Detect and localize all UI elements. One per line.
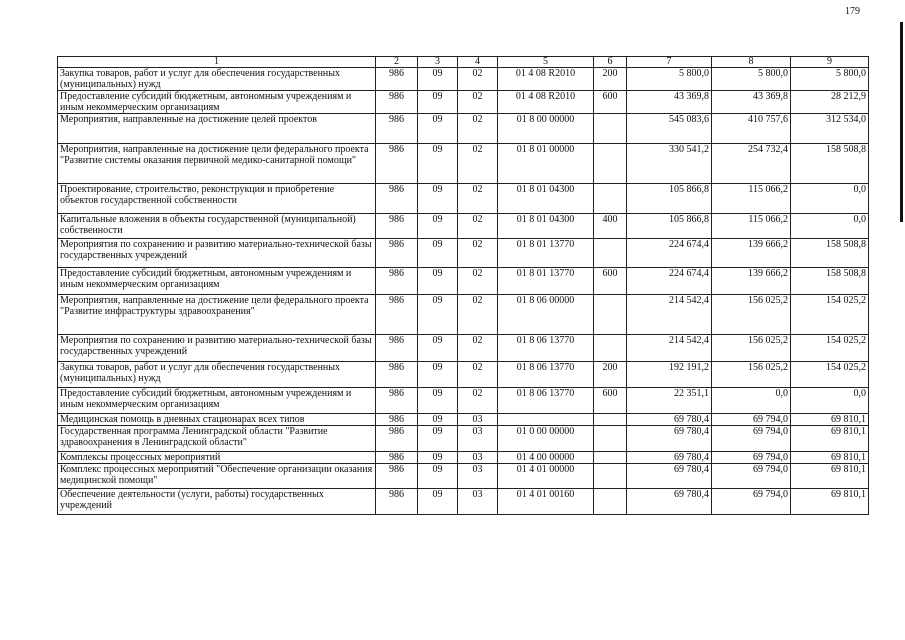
row-vr-cell [594,184,627,214]
row-value-cell: 22 351,1 [627,388,712,414]
row-name-cell: Мероприятия, направленные на достижение цели федерального проекта "Развитие инфраструктуры здравоохранения" [58,295,376,335]
row-value-cell: 105 866,8 [627,214,712,239]
row-pr-cell: 02 [458,239,498,268]
row-name-cell: Комплекс процессных мероприятий "Обеспечение организации оказания медицинской помощи" [58,464,376,489]
row-rz-cell: 09 [418,295,458,335]
table-row [58,452,869,464]
row-csr-cell: 01 8 06 00000 [498,295,594,335]
table-row [58,239,869,268]
row-csr-cell: 01 4 08 R2010 [498,68,594,91]
row-grbs-cell: 986 [376,426,418,452]
row-pr-cell: 02 [458,335,498,362]
row-value-cell: 69 780,4 [627,489,712,515]
row-value-cell: 158 508,8 [791,239,869,268]
row-value-cell: 69 780,4 [627,464,712,489]
header-cell: 1 [58,57,376,68]
table-row [58,144,869,184]
row-value-cell: 69 810,1 [791,489,869,515]
table-body [58,68,869,515]
row-pr-cell: 02 [458,68,498,91]
row-grbs-cell: 986 [376,464,418,489]
row-value-cell: 69 810,1 [791,452,869,464]
table-row [58,295,869,335]
row-value-cell: 69 794,0 [712,414,791,426]
row-value-cell: 0,0 [791,214,869,239]
row-csr-cell [498,414,594,426]
row-vr-cell [594,489,627,515]
row-pr-cell: 03 [458,414,498,426]
row-name-cell: Мероприятия, направленные на достижение цели федерального проекта "Развитие системы оказания первичной медико-санитарной помощи" [58,144,376,184]
row-value-cell: 192 191,2 [627,362,712,388]
row-name-cell: Предоставление субсидий бюджетным, автономным учреждениям и иным некоммерческим организациям [58,91,376,114]
row-csr-cell: 01 8 06 13770 [498,335,594,362]
header-cell: 5 [498,57,594,68]
row-csr-cell: 01 8 01 04300 [498,214,594,239]
row-csr-cell: 01 8 00 00000 [498,114,594,144]
page-number: 179 [845,6,860,17]
table-row [58,268,869,295]
row-name-cell: Мероприятия, направленные на достижение целей проектов [58,114,376,144]
row-value-cell: 224 674,4 [627,268,712,295]
header-cell: 8 [712,57,791,68]
table-row [58,184,869,214]
row-grbs-cell: 986 [376,114,418,144]
row-value-cell: 156 025,2 [712,362,791,388]
header-cell: 2 [376,57,418,68]
row-csr-cell: 01 4 01 00160 [498,489,594,515]
row-value-cell: 139 666,2 [712,239,791,268]
row-name-cell: Проектирование, строительство, реконструкция и приобретение объектов государственной собственности [58,184,376,214]
row-value-cell: 158 508,8 [791,268,869,295]
table-row [58,68,869,91]
table-row [58,214,869,239]
row-rz-cell: 09 [418,362,458,388]
row-value-cell: 69 780,4 [627,426,712,452]
row-vr-cell: 600 [594,388,627,414]
row-value-cell: 69 794,0 [712,426,791,452]
table-row [58,335,869,362]
table-row [58,414,869,426]
row-rz-cell: 09 [418,388,458,414]
row-name-cell: Предоставление субсидий бюджетным, автономным учреждениям и иным некоммерческим организациям [58,388,376,414]
row-name-cell: Обеспечение деятельности (услуги, работы) государственных учреждений [58,489,376,515]
row-name-cell: Государственная программа Ленинградской области "Развитие здравоохранения в Ленинградской области" [58,426,376,452]
row-value-cell: 5 800,0 [627,68,712,91]
row-pr-cell: 02 [458,214,498,239]
row-rz-cell: 09 [418,114,458,144]
row-value-cell: 254 732,4 [712,144,791,184]
row-name-cell: Медицинская помощь в дневных стационарах всех типов [58,414,376,426]
row-value-cell: 69 810,1 [791,426,869,452]
row-value-cell: 410 757,6 [712,114,791,144]
row-vr-cell [594,414,627,426]
row-value-cell: 69 780,4 [627,414,712,426]
row-value-cell: 5 800,0 [712,68,791,91]
row-value-cell: 154 025,2 [791,362,869,388]
row-csr-cell: 01 0 00 00000 [498,426,594,452]
row-rz-cell: 09 [418,214,458,239]
row-vr-cell [594,335,627,362]
row-value-cell: 158 508,8 [791,144,869,184]
row-grbs-cell: 986 [376,335,418,362]
row-vr-cell: 400 [594,214,627,239]
row-value-cell: 115 066,2 [712,214,791,239]
row-rz-cell: 09 [418,452,458,464]
row-vr-cell [594,426,627,452]
row-name-cell: Закупка товаров, работ и услуг для обеспечения государственных (муниципальных) нужд [58,68,376,91]
row-grbs-cell: 986 [376,144,418,184]
row-value-cell: 115 066,2 [712,184,791,214]
row-pr-cell: 02 [458,114,498,144]
row-grbs-cell: 986 [376,214,418,239]
row-value-cell: 43 369,8 [712,91,791,114]
row-pr-cell: 03 [458,464,498,489]
table-row [58,426,869,452]
row-rz-cell: 09 [418,68,458,91]
row-value-cell: 0,0 [791,184,869,214]
row-grbs-cell: 986 [376,68,418,91]
page-edge-line [900,22,903,222]
row-pr-cell: 02 [458,268,498,295]
row-rz-cell: 09 [418,414,458,426]
header-cell: 3 [418,57,458,68]
row-value-cell: 545 083,6 [627,114,712,144]
row-pr-cell: 02 [458,362,498,388]
row-grbs-cell: 986 [376,295,418,335]
row-vr-cell: 600 [594,268,627,295]
row-value-cell: 69 794,0 [712,489,791,515]
table-row [58,489,869,515]
row-value-cell: 0,0 [712,388,791,414]
row-name-cell: Капитальные вложения в объекты государственной (муниципальной) собственности [58,214,376,239]
row-value-cell: 43 369,8 [627,91,712,114]
row-csr-cell: 01 8 01 00000 [498,144,594,184]
row-grbs-cell: 986 [376,452,418,464]
row-csr-cell: 01 4 01 00000 [498,464,594,489]
header-cell: 9 [791,57,869,68]
row-value-cell: 69 794,0 [712,452,791,464]
row-value-cell: 156 025,2 [712,295,791,335]
row-grbs-cell: 986 [376,91,418,114]
header-cell: 4 [458,57,498,68]
row-pr-cell: 03 [458,426,498,452]
header-cell: 6 [594,57,627,68]
header-row [58,57,869,68]
row-csr-cell: 01 8 01 04300 [498,184,594,214]
row-name-cell: Предоставление субсидий бюджетным, автономным учреждениям и иным некоммерческим организациям [58,268,376,295]
row-vr-cell: 200 [594,68,627,91]
row-rz-cell: 09 [418,268,458,295]
row-value-cell: 154 025,2 [791,295,869,335]
table-row [58,388,869,414]
row-name-cell: Закупка товаров, работ и услуг для обеспечения государственных (муниципальных) нужд [58,362,376,388]
row-value-cell: 214 542,4 [627,335,712,362]
row-vr-cell [594,464,627,489]
row-value-cell: 224 674,4 [627,239,712,268]
row-pr-cell: 02 [458,295,498,335]
row-value-cell: 156 025,2 [712,335,791,362]
row-csr-cell: 01 8 01 13770 [498,268,594,295]
row-rz-cell: 09 [418,184,458,214]
row-csr-cell: 01 8 06 13770 [498,388,594,414]
row-value-cell: 0,0 [791,388,869,414]
row-name-cell: Комплексы процессных мероприятий [58,452,376,464]
row-grbs-cell: 986 [376,362,418,388]
row-value-cell: 69 810,1 [791,464,869,489]
row-pr-cell: 02 [458,184,498,214]
row-value-cell: 69 794,0 [712,464,791,489]
row-rz-cell: 09 [418,91,458,114]
row-value-cell: 139 666,2 [712,268,791,295]
row-rz-cell: 09 [418,239,458,268]
row-value-cell: 312 534,0 [791,114,869,144]
row-value-cell: 154 025,2 [791,335,869,362]
row-value-cell: 69 810,1 [791,414,869,426]
row-value-cell: 69 780,4 [627,452,712,464]
row-value-cell: 330 541,2 [627,144,712,184]
row-rz-cell: 09 [418,426,458,452]
row-grbs-cell: 986 [376,239,418,268]
row-grbs-cell: 986 [376,184,418,214]
row-vr-cell: 600 [594,91,627,114]
row-grbs-cell: 986 [376,489,418,515]
row-value-cell: 214 542,4 [627,295,712,335]
row-name-cell: Мероприятия по сохранению и развитию материально-технической базы государственных учреждений [58,335,376,362]
row-grbs-cell: 986 [376,388,418,414]
table-row [58,91,869,114]
row-vr-cell [594,144,627,184]
row-rz-cell: 09 [418,335,458,362]
row-rz-cell: 09 [418,489,458,515]
row-vr-cell [594,239,627,268]
row-rz-cell: 09 [418,464,458,489]
row-pr-cell: 03 [458,489,498,515]
table-row [58,464,869,489]
row-pr-cell: 02 [458,144,498,184]
header-cell: 7 [627,57,712,68]
row-vr-cell [594,114,627,144]
row-pr-cell: 03 [458,452,498,464]
table-row [58,362,869,388]
row-value-cell: 5 800,0 [791,68,869,91]
row-name-cell: Мероприятия по сохранению и развитию материально-технической базы государственных учреждений [58,239,376,268]
row-csr-cell: 01 8 06 13770 [498,362,594,388]
row-value-cell: 105 866,8 [627,184,712,214]
row-csr-cell: 01 4 08 R2010 [498,91,594,114]
budget-table [57,56,869,515]
row-vr-cell: 200 [594,362,627,388]
row-grbs-cell: 986 [376,414,418,426]
row-vr-cell [594,295,627,335]
row-pr-cell: 02 [458,388,498,414]
row-vr-cell [594,452,627,464]
table-row [58,114,869,144]
row-rz-cell: 09 [418,144,458,184]
row-grbs-cell: 986 [376,268,418,295]
row-csr-cell: 01 4 00 00000 [498,452,594,464]
row-value-cell: 28 212,9 [791,91,869,114]
row-csr-cell: 01 8 01 13770 [498,239,594,268]
row-pr-cell: 02 [458,91,498,114]
